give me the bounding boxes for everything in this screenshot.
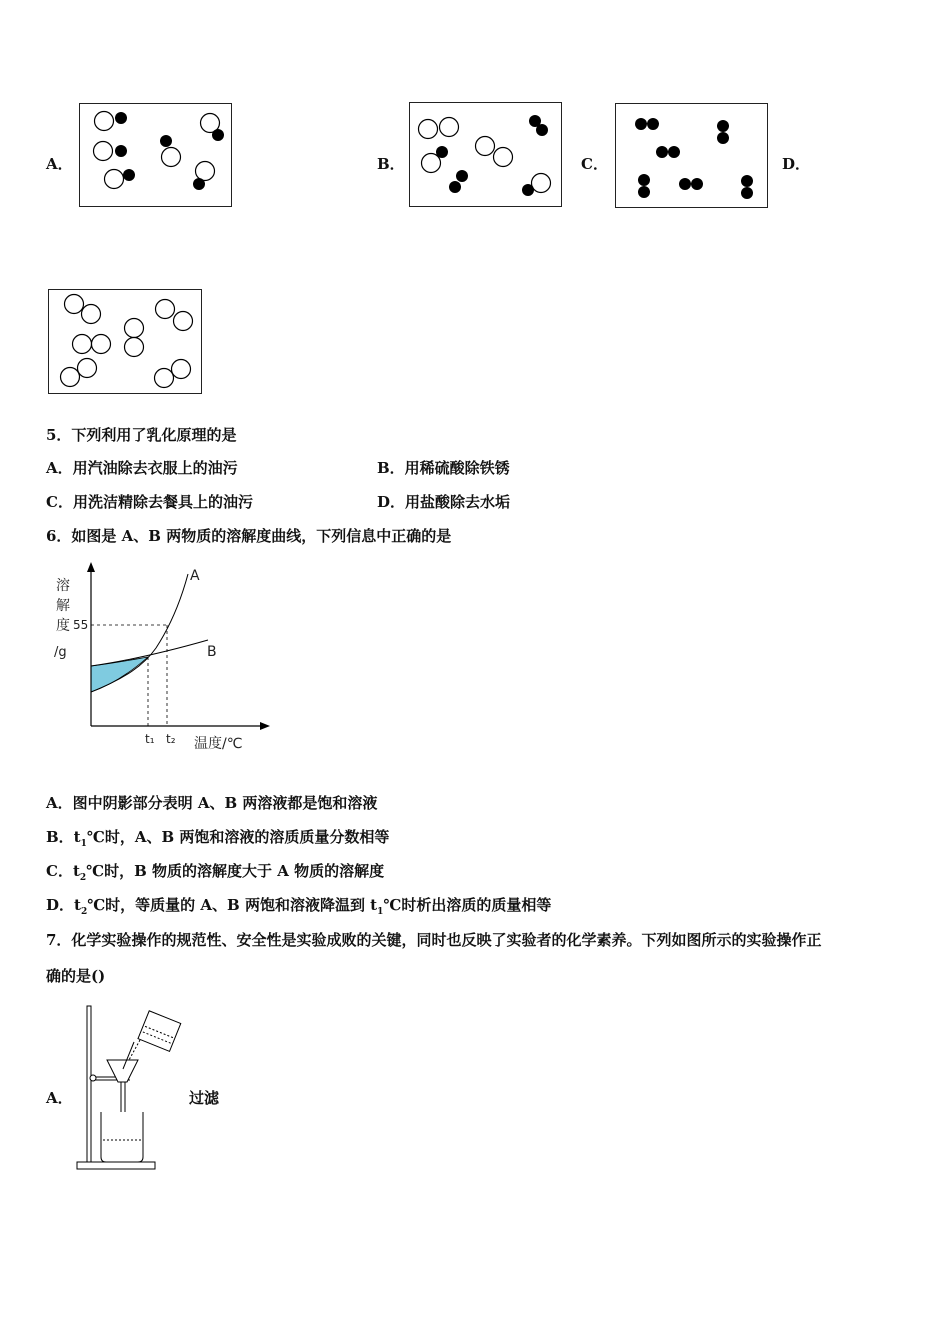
q5-option-d: D．用盐酸除去水垢 bbox=[377, 493, 511, 511]
stand-rod bbox=[87, 1006, 91, 1162]
x-axis-label: 温度/℃ bbox=[194, 736, 243, 752]
q5-option-a: A．用汽油除去衣服上的油污 bbox=[46, 459, 238, 477]
option-a-diagram bbox=[79, 103, 232, 207]
series-a-label: A bbox=[190, 568, 200, 584]
option-d-label: D． bbox=[782, 155, 811, 173]
x-axis-arrow bbox=[260, 722, 270, 730]
q5-option-b: B．用稀硫酸除铁锈 bbox=[377, 459, 510, 477]
q6-option-a: A．图中阴影部分表明 A、B 两溶液都是饱和溶液 bbox=[46, 794, 378, 812]
y-label-4: /g bbox=[54, 645, 67, 660]
y-tick-55: 55 bbox=[73, 618, 89, 632]
q6-option-c: C．$t_2℃$时，B 物质的溶解度大于 A 物质的溶解度 bbox=[46, 862, 385, 883]
beaker bbox=[101, 1112, 143, 1162]
filtration-apparatus-image bbox=[74, 1002, 194, 1174]
funnel bbox=[107, 1060, 138, 1082]
x-tick-t1: t₁ bbox=[145, 732, 155, 746]
q6-option-b: B．$t_1℃$时，A、B 两饱和溶液的溶质质量分数相等 bbox=[46, 828, 390, 849]
stand-base bbox=[77, 1162, 155, 1169]
q7-stem-line2: 确的是() bbox=[46, 967, 106, 985]
y-label-3: 度 bbox=[56, 618, 70, 634]
option-a-label: A． bbox=[46, 155, 73, 173]
q7-stem-line1: 7．化学实验操作的规范性、安全性是实验成败的关键，同时也反映了实验者的化学素养。下列如图所示的实验操作正 bbox=[46, 931, 822, 949]
q6-option-d: D．$t_2℃$时，等质量的 A、B 两饱和溶液降温到 $t_1℃$时析出溶质的质量相等 bbox=[46, 896, 552, 917]
y-label-1: 溶 bbox=[56, 578, 70, 594]
q7-option-a-label: A． bbox=[46, 1089, 73, 1107]
option-c-label: C． bbox=[581, 155, 608, 173]
shaded-region bbox=[91, 657, 148, 692]
pouring-beaker bbox=[138, 1011, 181, 1052]
option-c-diagram bbox=[615, 103, 768, 208]
q6-stem: 6．如图是 A、B 两物质的溶解度曲线，下列信息中正确的是 bbox=[46, 527, 452, 545]
q7-option-a-caption: 过滤 bbox=[189, 1089, 220, 1107]
option-b-label: B． bbox=[377, 155, 405, 173]
option-b-diagram bbox=[409, 102, 562, 207]
option-d-diagram bbox=[48, 289, 202, 394]
q5-option-c: C．用洗洁精除去餐具上的油污 bbox=[46, 493, 253, 511]
x-tick-t2: t₂ bbox=[166, 732, 176, 746]
y-axis-arrow bbox=[87, 562, 95, 572]
curve-b bbox=[91, 640, 208, 666]
solubility-chart bbox=[46, 560, 286, 755]
y-label-2: 解 bbox=[56, 598, 70, 614]
series-b-label: B bbox=[207, 644, 217, 660]
q5-stem: 5．下列利用了乳化原理的是 bbox=[46, 426, 237, 444]
